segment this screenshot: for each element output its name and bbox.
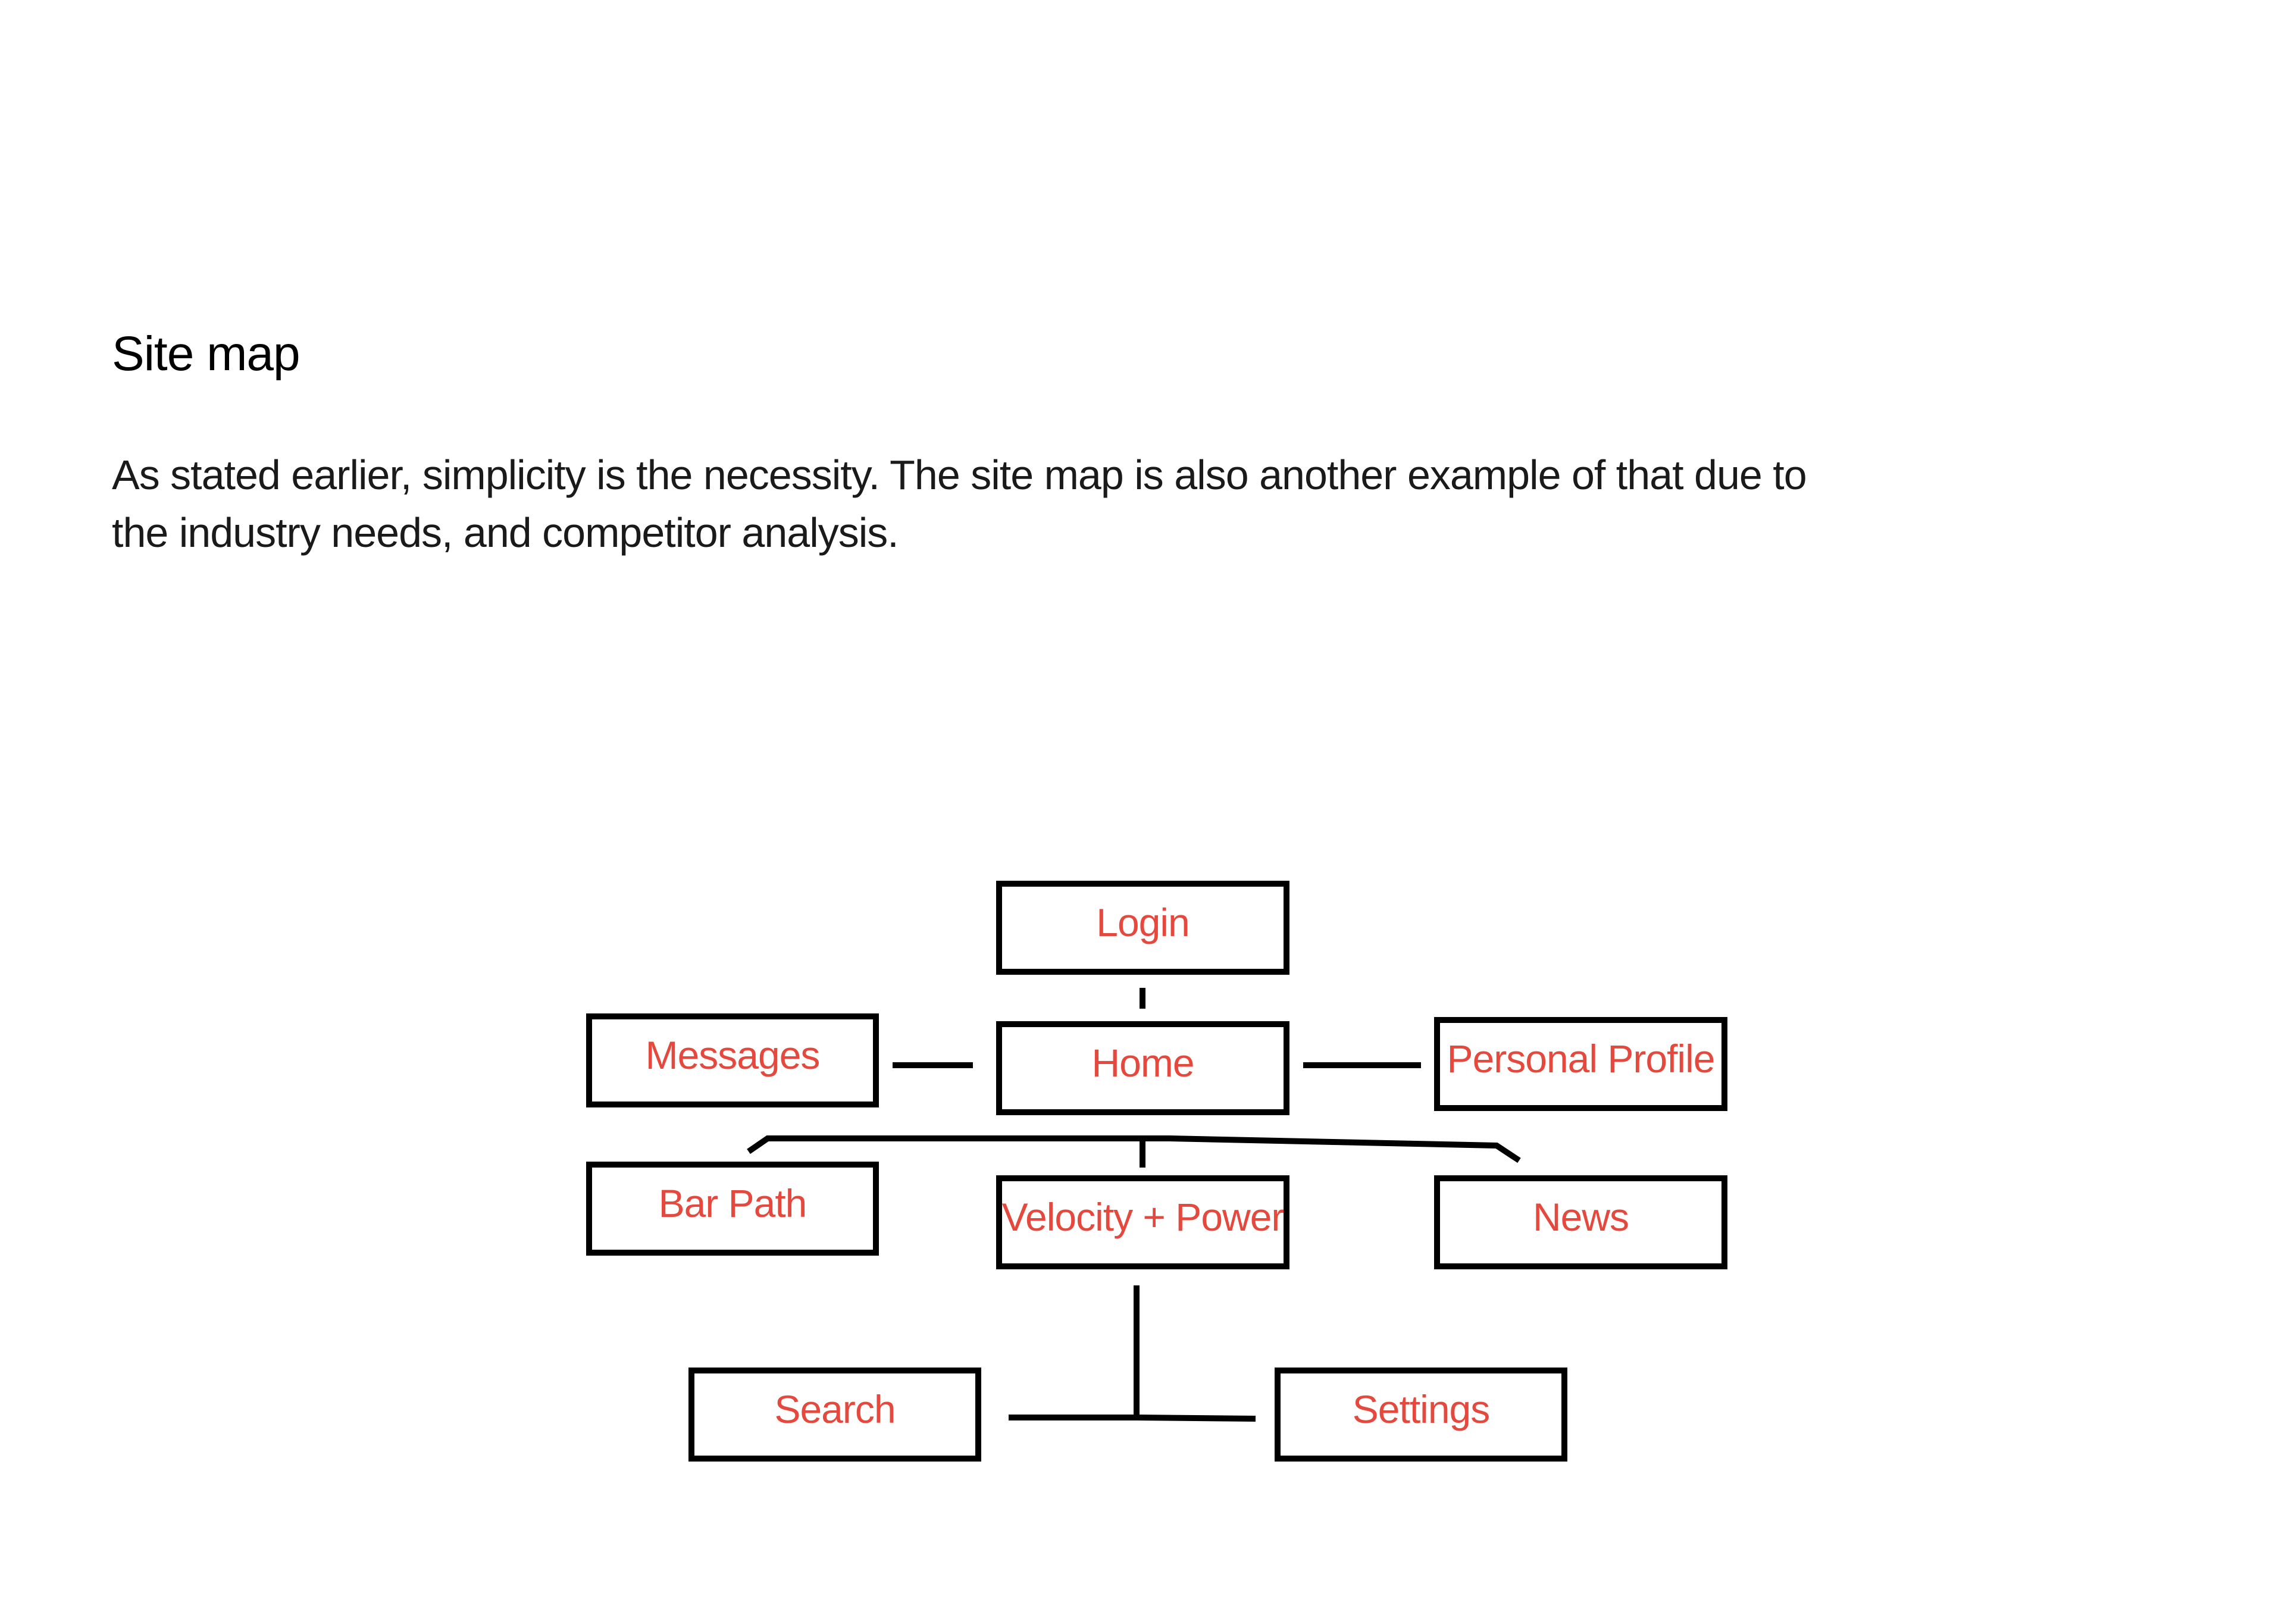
sitemap-node-personal-profile bbox=[1434, 1017, 1727, 1111]
sitemap-node-label: News bbox=[1532, 1195, 1629, 1239]
sitemap-node-label: Settings bbox=[1352, 1387, 1490, 1431]
sitemap-node-velocity-power bbox=[996, 1175, 1289, 1269]
sitemap-node-label: Velocity + Power bbox=[1001, 1195, 1284, 1239]
sitemap-node-messages bbox=[586, 1013, 879, 1107]
description-line-1: As stated earlier, simplicity is the necessity. The site map is also another example of that due to bbox=[112, 452, 1807, 498]
sitemap-node-label: Home bbox=[1091, 1041, 1194, 1085]
sitemap-node-label: Bar Path bbox=[658, 1181, 807, 1225]
sitemap-node-news bbox=[1434, 1175, 1727, 1269]
sitemap-node-label: Personal Profile bbox=[1447, 1037, 1715, 1081]
sitemap-node-label: Search bbox=[774, 1387, 896, 1431]
page-title: Site map bbox=[112, 327, 300, 381]
sitemap-node-bar-path bbox=[586, 1162, 879, 1256]
sitemap-node-settings bbox=[1275, 1368, 1567, 1462]
description-line-2: the industry needs, and competitor analysis. bbox=[112, 509, 899, 556]
sitemap-node-home bbox=[996, 1021, 1289, 1115]
connector-home-branches bbox=[749, 1138, 1519, 1160]
sitemap-node-search bbox=[688, 1368, 981, 1462]
sitemap-node-login bbox=[996, 881, 1289, 975]
sitemap-node-label: Login bbox=[1096, 900, 1190, 944]
connector-search-settings bbox=[1009, 1418, 1256, 1419]
sitemap-node-label: Messages bbox=[645, 1033, 820, 1077]
